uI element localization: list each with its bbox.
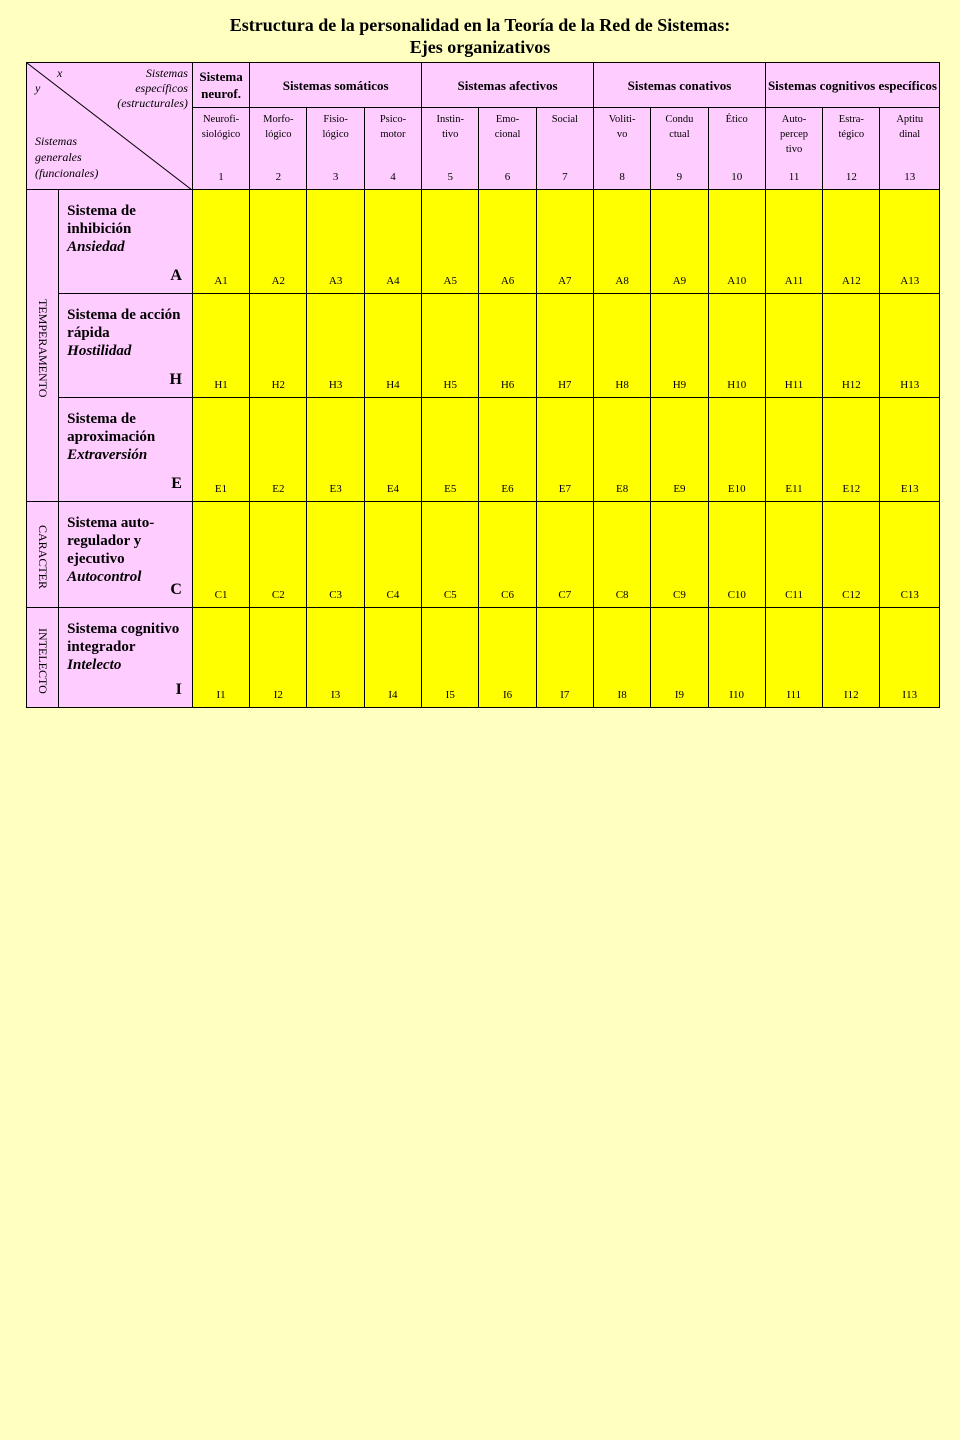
subheader-number: 9 [676, 171, 683, 183]
table-row [27, 398, 940, 502]
group-temperamento [27, 190, 59, 502]
cell-code: C2 [271, 589, 285, 601]
matrix-cell [880, 502, 940, 608]
page-title [0, 14, 960, 58]
cell-code: C12 [842, 589, 861, 601]
cell-code: E12 [842, 483, 861, 495]
subheader-cell [651, 108, 708, 190]
cell-code: I12 [844, 689, 859, 701]
matrix-cell [479, 608, 536, 708]
matrix-cell [422, 502, 479, 608]
subheader-label: Fisio- lógico [322, 114, 349, 140]
matrix-cell [250, 608, 307, 708]
matrix-cell [422, 294, 479, 398]
header-conative: Sistemas conativos [593, 63, 765, 108]
subheader-cell [192, 108, 249, 190]
subheader-label: Condu ctual [665, 114, 694, 140]
trait-name: Autocontrol [67, 569, 142, 585]
cell-code: E7 [558, 483, 571, 495]
subheader-cell [823, 108, 880, 190]
matrix-cell [536, 294, 593, 398]
subheader-cell [307, 108, 364, 190]
matrix-cell [880, 398, 940, 502]
cell-code: H12 [841, 379, 861, 391]
matrix-cell [250, 398, 307, 502]
cell-code: I10 [729, 689, 745, 701]
cell-code: I2 [273, 689, 283, 701]
row-header [59, 294, 193, 398]
header-affective: Sistemas afectivos [422, 63, 594, 108]
matrix-cell [708, 398, 765, 502]
matrix-cell [307, 502, 364, 608]
matrix-cell [307, 608, 364, 708]
row-letter: I [175, 681, 182, 698]
subheader-number: 4 [390, 171, 396, 183]
cell-code: H11 [784, 379, 804, 391]
table-row [27, 294, 940, 398]
header-neurophysio: Sistema neurof. [192, 63, 249, 108]
cell-code: A8 [615, 275, 629, 287]
cell-code: C6 [501, 589, 514, 601]
cell-code: I5 [445, 689, 455, 701]
subheader-label: Morfo- lógico [263, 114, 294, 140]
matrix-cell [593, 608, 650, 708]
trait-name: Intelecto [67, 657, 122, 673]
cell-code: I11 [786, 689, 802, 701]
cell-code: E3 [329, 483, 342, 495]
matrix-cell [765, 294, 822, 398]
cell-code: A12 [841, 275, 861, 287]
subheader-number: 13 [904, 171, 916, 183]
matrix-cell [250, 294, 307, 398]
row-letter: E [171, 475, 182, 492]
cell-code: C11 [785, 589, 803, 601]
cell-code: C3 [329, 589, 343, 601]
cell-code: A4 [386, 275, 400, 287]
matrix-cell [651, 608, 708, 708]
matrix-cell [192, 190, 249, 294]
specific-systems-label-1: Sistemas [145, 66, 188, 80]
cell-code: I8 [617, 689, 627, 701]
cell-code: A13 [900, 275, 920, 287]
cell-code: I9 [674, 689, 685, 701]
subheader-cell [250, 108, 307, 190]
matrix-cell [880, 608, 940, 708]
axis-x-label: x [57, 66, 63, 80]
cell-code: C10 [727, 589, 746, 601]
cell-code: H10 [727, 379, 747, 391]
cell-code: H5 [443, 379, 457, 391]
subheader-label: Ético [725, 114, 748, 125]
matrix-cell [880, 294, 940, 398]
matrix-cell [192, 502, 249, 608]
trait-name: Hostilidad [67, 343, 132, 359]
cell-code: H4 [386, 379, 400, 391]
group-caracter [27, 502, 59, 608]
subheader-cell [708, 108, 765, 190]
matrix-cell [708, 190, 765, 294]
row-letter: A [170, 267, 182, 284]
matrix-cell [364, 398, 421, 502]
trait-name: Ansiedad [67, 239, 125, 255]
matrix-cell [823, 608, 880, 708]
matrix-cell [765, 502, 822, 608]
matrix-cell [651, 190, 708, 294]
header-row-groups [27, 63, 940, 108]
cell-code: C8 [615, 589, 629, 601]
matrix-cell [422, 608, 479, 708]
cell-code: E13 [900, 483, 919, 495]
subheader-cell [422, 108, 479, 190]
cell-code: H2 [271, 379, 286, 391]
row-header [59, 502, 193, 608]
subheader-cell [765, 108, 822, 190]
axis-y-label: y [35, 81, 41, 95]
subheader-label: Instin- tivo [436, 114, 464, 140]
cell-code: E10 [727, 483, 746, 495]
general-systems-label-3: (funcionales) [35, 166, 99, 180]
subheader-label: Psico- motor [379, 114, 407, 140]
cell-code: E1 [214, 483, 228, 495]
subheader-label: Aptitu dinal [896, 114, 924, 140]
table-row [27, 502, 940, 608]
matrix-cell [307, 294, 364, 398]
cell-code: I13 [902, 689, 918, 701]
system-name: Sistema de aproximación [67, 411, 156, 445]
cell-code: H1 [214, 379, 228, 391]
group-caracter-label: CARACTER [36, 525, 51, 590]
matrix-cell [364, 294, 421, 398]
matrix-cell [536, 502, 593, 608]
matrix-cell [823, 294, 880, 398]
matrix-cell [307, 398, 364, 502]
axes-corner-cell [27, 63, 193, 190]
row-header [59, 608, 193, 708]
cell-code: A7 [558, 275, 572, 287]
subheader-number: 2 [275, 171, 282, 183]
matrix-cell [192, 398, 249, 502]
subheader-number: 5 [447, 171, 453, 183]
cell-code: H6 [500, 379, 515, 391]
group-intelecto [27, 608, 59, 708]
subheader-number: 11 [788, 171, 800, 183]
row-letter: H [169, 371, 182, 388]
matrix-cell [880, 190, 940, 294]
title-line-1: Estructura de la personalidad en la Teoría de la Red de Sistemas: [229, 15, 731, 35]
subheader-cell [880, 108, 940, 190]
cell-code: A2 [271, 275, 286, 287]
subheader-label: Social [551, 114, 578, 125]
matrix-cell [364, 608, 421, 708]
header-cognitive: Sistemas cognitivos específicos [765, 63, 939, 108]
matrix-cell [479, 294, 536, 398]
matrix-cell [536, 608, 593, 708]
group-intelecto-label: INTELECTO [36, 627, 51, 694]
row-header [59, 190, 193, 294]
matrix-cell [364, 502, 421, 608]
cell-code: A1 [214, 275, 228, 287]
cell-code: E8 [616, 483, 629, 495]
cell-code: C7 [558, 589, 572, 601]
row-letter: C [170, 581, 182, 598]
cell-code: H8 [615, 379, 629, 391]
group-temperamento-label: TEMPERAMENTO [36, 299, 51, 398]
cell-code: I6 [502, 689, 513, 701]
subheader-label: Auto- percep tivo [780, 114, 809, 155]
table-row [27, 190, 940, 294]
cell-code: I4 [388, 689, 398, 701]
matrix-cell [479, 398, 536, 502]
matrix-cell [651, 294, 708, 398]
matrix-cell [823, 502, 880, 608]
row-header [59, 398, 193, 502]
cell-code: H9 [672, 379, 687, 391]
matrix-cell [192, 294, 249, 398]
cell-code: C5 [443, 589, 457, 601]
cell-code: H13 [900, 379, 920, 391]
matrix-cell [765, 608, 822, 708]
cell-code: I7 [560, 689, 570, 701]
cell-code: A5 [443, 275, 457, 287]
system-name: Sistema auto-regulador y ejecutivo [67, 515, 155, 567]
matrix-cell [765, 190, 822, 294]
cell-code: I1 [216, 689, 226, 701]
matrix-cell [651, 502, 708, 608]
subheader-number: 7 [562, 171, 568, 183]
subheader-number: 6 [504, 171, 511, 183]
cell-code: I3 [331, 689, 341, 701]
general-systems-label-1: Sistemas [35, 134, 77, 148]
system-name: Sistema de inhibición [67, 203, 136, 237]
matrix-cell [422, 398, 479, 502]
cell-code: H7 [558, 379, 572, 391]
systems-matrix-table [26, 62, 940, 708]
cell-code: C13 [900, 589, 919, 601]
cell-code: A10 [727, 275, 747, 287]
subheader-label: Emo- cional [494, 114, 521, 140]
matrix-cell [593, 294, 650, 398]
matrix-cell [536, 190, 593, 294]
subheader-number: 1 [218, 171, 224, 183]
specific-systems-label-2: específicos [135, 81, 188, 95]
matrix-cell [593, 502, 650, 608]
matrix-cell [765, 398, 822, 502]
subheader-label: Neurofi- siológico [201, 114, 241, 140]
cell-code: C1 [214, 589, 228, 601]
matrix-cell [708, 608, 765, 708]
matrix-cell [250, 190, 307, 294]
matrix-cell [364, 190, 421, 294]
cell-code: E6 [501, 483, 514, 495]
general-systems-label-2: generales [35, 150, 82, 164]
matrix-cell [823, 398, 880, 502]
cell-code: H3 [328, 379, 343, 391]
table-row [27, 608, 940, 708]
cell-code: E2 [272, 483, 285, 495]
cell-code: E4 [386, 483, 400, 495]
cell-code: E5 [444, 483, 457, 495]
matrix-cell [708, 294, 765, 398]
matrix-cell [479, 502, 536, 608]
cell-code: A6 [500, 275, 515, 287]
cell-code: C9 [673, 589, 686, 601]
subheader-cell [364, 108, 421, 190]
system-name: Sistema de acción rápida [67, 307, 181, 341]
cell-code: A11 [784, 275, 804, 287]
cell-code: E11 [785, 483, 803, 495]
cell-code: C4 [386, 589, 400, 601]
matrix-cell [307, 190, 364, 294]
subheader-label: Estra- tégico [838, 114, 865, 140]
specific-systems-label-3: (estructurales) [117, 96, 188, 110]
subheader-number: 10 [731, 171, 743, 183]
matrix-cell [479, 190, 536, 294]
subheader-cell [593, 108, 650, 190]
subheader-cell [536, 108, 593, 190]
subheader-cell [479, 108, 536, 190]
matrix-cell [593, 190, 650, 294]
matrix-cell [651, 398, 708, 502]
matrix-cell [823, 190, 880, 294]
subheader-label: Voliti- vo [608, 114, 636, 140]
header-somatic: Sistemas somáticos [250, 63, 422, 108]
cell-code: A9 [672, 275, 687, 287]
matrix-cell [422, 190, 479, 294]
system-name: Sistema cognitivo integrador [67, 621, 180, 655]
matrix-cell [593, 398, 650, 502]
subheader-number: 12 [845, 171, 857, 183]
cell-code: E9 [673, 483, 686, 495]
matrix-cell [708, 502, 765, 608]
matrix-cell [536, 398, 593, 502]
subheader-number: 3 [332, 171, 339, 183]
cell-code: A3 [328, 275, 343, 287]
matrix-cell [192, 608, 249, 708]
title-line-2: Ejes organizativos [409, 37, 551, 57]
subheader-number: 8 [619, 171, 625, 183]
matrix-cell [250, 502, 307, 608]
trait-name: Extraversión [67, 447, 148, 463]
